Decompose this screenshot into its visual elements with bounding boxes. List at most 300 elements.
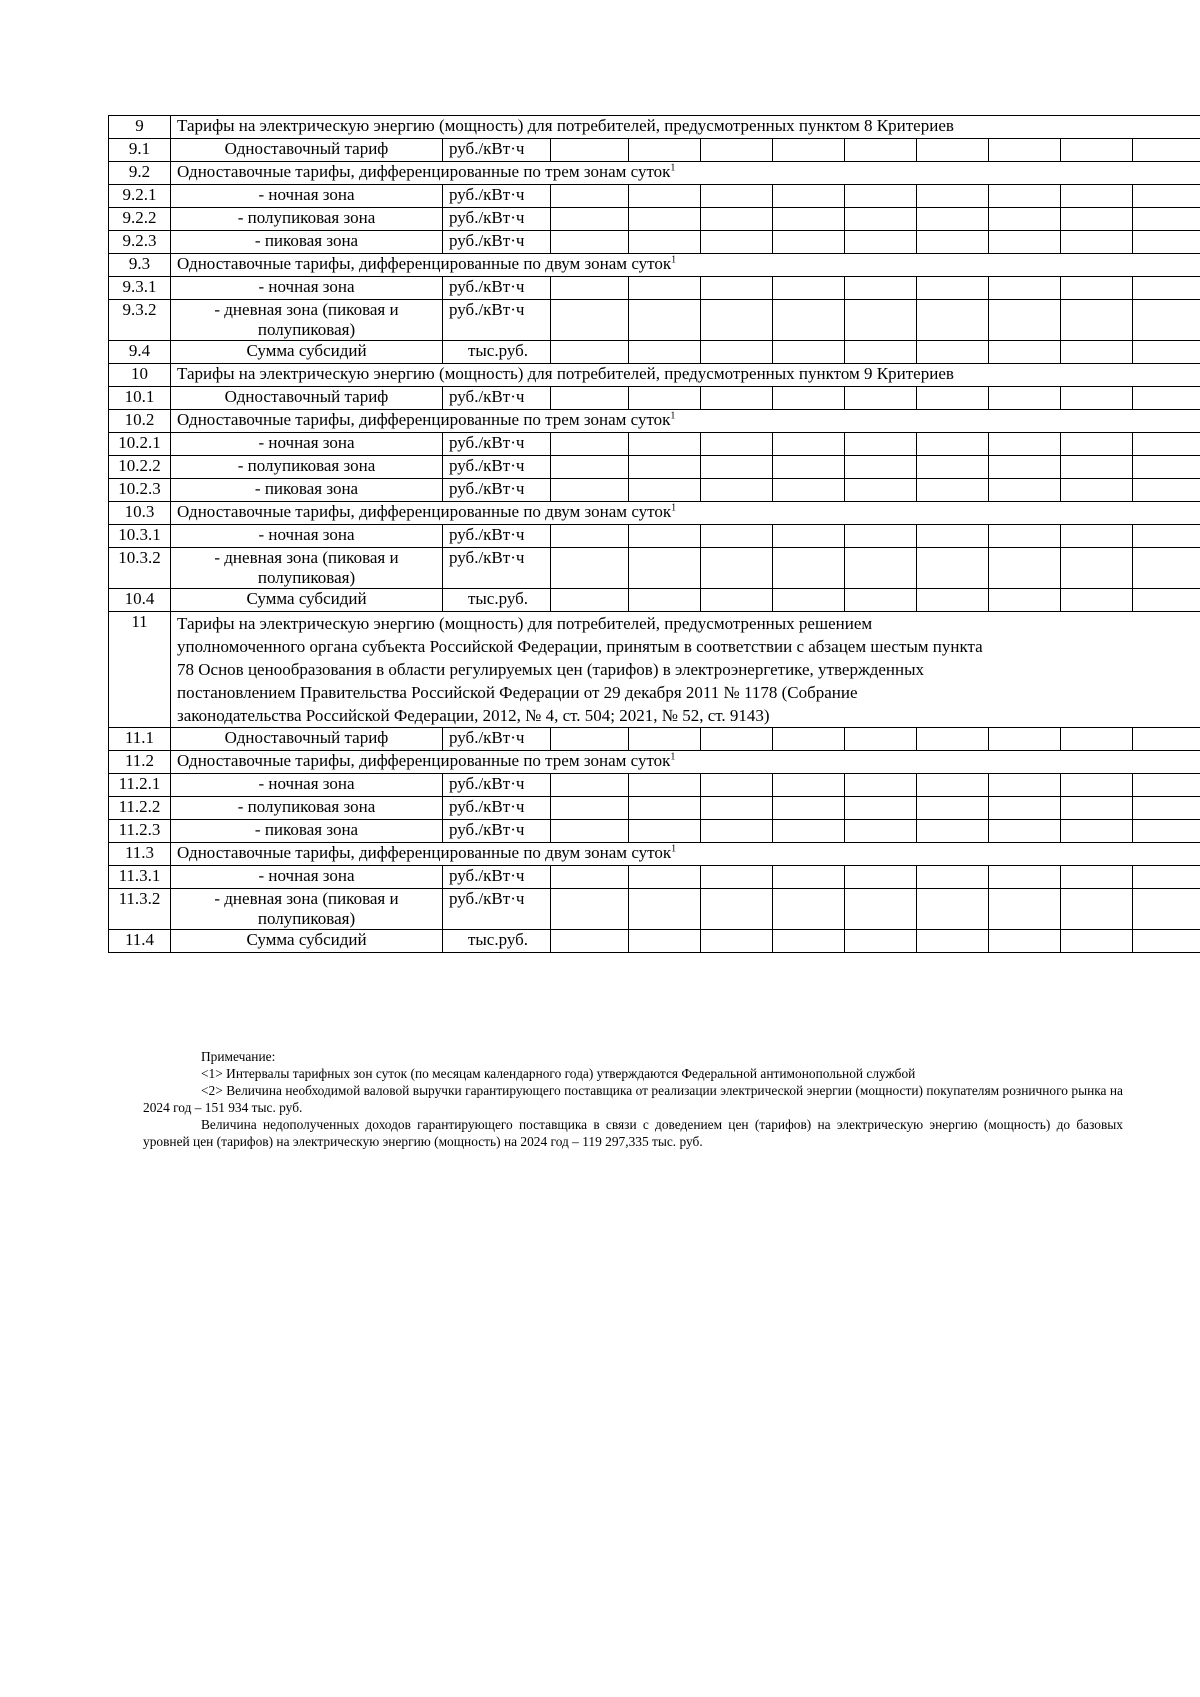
table-row	[109, 254, 1200, 277]
value-cell	[701, 525, 773, 548]
row-unit: руб./кВт·ч	[443, 797, 551, 820]
section-title: Одноставочные тарифы, дифференцированные по двум зонам суток	[177, 843, 672, 862]
row-label: Одноставочный тариф	[171, 387, 443, 410]
value-cell	[845, 387, 917, 410]
value-cell	[1133, 866, 1200, 889]
note-2: <2> Величина необходимой валовой выручки гарантирующего поставщика от реализации электрической энергии (мощности) покупателям розничного рынка на 2024 год – 151 934 тыс. руб.	[143, 1083, 1123, 1115]
section-title: Одноставочные тарифы, дифференцированные по трем зонам суток	[177, 410, 671, 429]
value-cell	[1061, 479, 1133, 502]
table-row	[109, 410, 1200, 433]
row-unit: тыс.руб.	[443, 341, 551, 364]
row-label: Одноставочный тариф	[171, 139, 443, 162]
value-cell	[1133, 820, 1200, 843]
section-title: Одноставочные тарифы, дифференцированные по двум зонам суток	[177, 254, 672, 273]
table-row	[109, 208, 1200, 231]
value-cell	[917, 456, 989, 479]
value-cell	[551, 231, 629, 254]
value-cell	[629, 387, 701, 410]
table-row	[109, 185, 1200, 208]
value-cell	[917, 820, 989, 843]
value-cell	[773, 774, 845, 797]
value-cell	[845, 774, 917, 797]
value-cell	[845, 208, 917, 231]
value-cell	[701, 277, 773, 300]
value-cell	[845, 728, 917, 751]
row-unit: руб./кВт·ч	[443, 774, 551, 797]
row-label: - полупиковая зона	[171, 797, 443, 820]
value-cell	[701, 139, 773, 162]
value-cell	[917, 479, 989, 502]
value-cell	[917, 774, 989, 797]
value-cell	[701, 341, 773, 364]
value-cell	[629, 300, 701, 341]
value-cell	[629, 820, 701, 843]
row-label: - полупиковая зона	[171, 208, 443, 231]
row-label: - пиковая зона	[171, 820, 443, 843]
value-cell	[629, 208, 701, 231]
value-cell	[701, 820, 773, 843]
row-unit: руб./кВт·ч	[443, 728, 551, 751]
value-cell	[1133, 231, 1200, 254]
row-number: 10	[109, 364, 171, 387]
value-cell	[989, 930, 1061, 953]
row-unit: тыс.руб.	[443, 589, 551, 612]
value-cell	[701, 433, 773, 456]
value-cell	[629, 797, 701, 820]
row-number: 9.2	[109, 162, 171, 185]
value-cell	[1061, 185, 1133, 208]
value-cell	[551, 208, 629, 231]
value-cell	[845, 889, 917, 930]
value-cell	[551, 930, 629, 953]
row-unit: руб./кВт·ч	[443, 866, 551, 889]
value-cell	[1061, 548, 1133, 589]
row-unit: руб./кВт·ч	[443, 208, 551, 231]
value-cell	[1061, 139, 1133, 162]
section-title-cell	[171, 254, 1200, 277]
value-cell	[773, 208, 845, 231]
value-cell	[629, 548, 701, 589]
table-row	[109, 751, 1200, 774]
table-row	[109, 843, 1200, 866]
table-row	[109, 774, 1200, 797]
row-number: 10.2.3	[109, 479, 171, 502]
value-cell	[701, 231, 773, 254]
table-row	[109, 548, 1200, 589]
value-cell	[1061, 797, 1133, 820]
footnote-ref: 1	[670, 162, 676, 174]
value-cell	[989, 208, 1061, 231]
row-number: 11.2.1	[109, 774, 171, 797]
value-cell	[917, 185, 989, 208]
row-number: 10.3	[109, 502, 171, 525]
value-cell	[917, 277, 989, 300]
table-row	[109, 820, 1200, 843]
row-number: 11.1	[109, 728, 171, 751]
row-unit: руб./кВт·ч	[443, 433, 551, 456]
value-cell	[845, 820, 917, 843]
note-1: <1> Интервалы тарифных зон суток (по месяцам календарного года) утверждаются Федеральной антимонопольной службой	[201, 1066, 916, 1081]
section-title: Тарифы на электрическую энергию (мощность) для потребителей, предусмотренных пунктом 9 Критериев	[177, 364, 954, 383]
value-cell	[917, 208, 989, 231]
value-cell	[989, 456, 1061, 479]
value-cell	[701, 930, 773, 953]
notes-section	[143, 1048, 1123, 1150]
value-cell	[845, 866, 917, 889]
value-cell	[701, 479, 773, 502]
section-title-line: постановлением Правительства Российской Федерации от 29 декабря 2011 № 1178 (Собрание	[177, 683, 858, 702]
row-label: Одноставочный тариф	[171, 728, 443, 751]
value-cell	[701, 797, 773, 820]
value-cell	[773, 300, 845, 341]
value-cell	[989, 525, 1061, 548]
table-row	[109, 387, 1200, 410]
table-row	[109, 589, 1200, 612]
value-cell	[629, 433, 701, 456]
value-cell	[1133, 277, 1200, 300]
value-cell	[629, 930, 701, 953]
value-cell	[1061, 930, 1133, 953]
value-cell	[773, 433, 845, 456]
row-unit: руб./кВт·ч	[443, 820, 551, 843]
row-number: 10.3.1	[109, 525, 171, 548]
value-cell	[917, 797, 989, 820]
section-title: Одноставочные тарифы, дифференцированные по трем зонам суток	[177, 751, 671, 770]
row-unit: руб./кВт·ч	[443, 387, 551, 410]
value-cell	[701, 774, 773, 797]
section-title-cell	[171, 502, 1200, 525]
value-cell	[989, 300, 1061, 341]
value-cell	[989, 185, 1061, 208]
table-row	[109, 797, 1200, 820]
value-cell	[701, 548, 773, 589]
value-cell	[629, 866, 701, 889]
value-cell	[917, 525, 989, 548]
row-number: 9.2.2	[109, 208, 171, 231]
value-cell	[917, 889, 989, 930]
value-cell	[1133, 479, 1200, 502]
value-cell	[629, 525, 701, 548]
value-cell	[1061, 774, 1133, 797]
section-title-line: законодательства Российской Федерации, 2012, № 4, ст. 504; 2021, № 52, ст. 9143)	[177, 706, 770, 725]
value-cell	[551, 889, 629, 930]
value-cell	[1061, 341, 1133, 364]
value-cell	[701, 208, 773, 231]
row-number: 9.2.3	[109, 231, 171, 254]
value-cell	[845, 930, 917, 953]
value-cell	[701, 589, 773, 612]
section-title-cell	[171, 410, 1200, 433]
value-cell	[845, 589, 917, 612]
row-number: 9.4	[109, 341, 171, 364]
value-cell	[917, 589, 989, 612]
row-number: 11.3	[109, 843, 171, 866]
row-unit: руб./кВт·ч	[443, 231, 551, 254]
notes-title: Примечание:	[201, 1049, 276, 1064]
value-cell	[845, 300, 917, 341]
table-row	[109, 116, 1200, 139]
value-cell	[551, 479, 629, 502]
value-cell	[989, 889, 1061, 930]
value-cell	[989, 797, 1061, 820]
section-title-cell	[171, 612, 1200, 728]
value-cell	[917, 433, 989, 456]
value-cell	[773, 341, 845, 364]
table-row	[109, 502, 1200, 525]
value-cell	[629, 277, 701, 300]
value-cell	[1133, 774, 1200, 797]
row-number: 9.2.1	[109, 185, 171, 208]
value-cell	[629, 479, 701, 502]
table-row	[109, 456, 1200, 479]
value-cell	[551, 525, 629, 548]
value-cell	[1133, 889, 1200, 930]
row-label: Сумма субсидий	[171, 930, 443, 953]
value-cell	[1061, 433, 1133, 456]
value-cell	[1061, 589, 1133, 612]
row-label: - дневная зона (пиковая и полупиковая)	[171, 300, 443, 341]
value-cell	[773, 277, 845, 300]
value-cell	[1061, 525, 1133, 548]
value-cell	[773, 930, 845, 953]
value-cell	[701, 889, 773, 930]
row-label: - пиковая зона	[171, 479, 443, 502]
table-body	[109, 116, 1200, 953]
value-cell	[629, 185, 701, 208]
table-row	[109, 728, 1200, 751]
row-unit: руб./кВт·ч	[443, 139, 551, 162]
value-cell	[989, 548, 1061, 589]
row-number: 11.2.2	[109, 797, 171, 820]
footnote-ref: 1	[670, 410, 676, 422]
section-title-line: уполномоченного органа субъекта Российской Федерации, принятым в соответствии с абзацем шестым пункта	[177, 637, 983, 656]
value-cell	[773, 185, 845, 208]
value-cell	[989, 728, 1061, 751]
value-cell	[773, 231, 845, 254]
value-cell	[845, 185, 917, 208]
value-cell	[917, 139, 989, 162]
section-title-cell	[171, 162, 1200, 185]
table-row	[109, 277, 1200, 300]
value-cell	[773, 820, 845, 843]
value-cell	[629, 728, 701, 751]
section-title-line: Тарифы на электрическую энергию (мощность) для потребителей, предусмотренных решением	[177, 614, 873, 633]
value-cell	[773, 479, 845, 502]
value-cell	[1133, 456, 1200, 479]
value-cell	[1061, 231, 1133, 254]
value-cell	[845, 139, 917, 162]
value-cell	[989, 341, 1061, 364]
footnote-ref: 1	[671, 843, 677, 855]
value-cell	[773, 139, 845, 162]
row-number: 11.2	[109, 751, 171, 774]
value-cell	[551, 548, 629, 589]
row-number: 10.4	[109, 589, 171, 612]
value-cell	[1133, 208, 1200, 231]
value-cell	[551, 139, 629, 162]
value-cell	[845, 277, 917, 300]
value-cell	[1133, 728, 1200, 751]
value-cell	[1133, 341, 1200, 364]
table-row	[109, 889, 1200, 930]
value-cell	[989, 277, 1061, 300]
row-number: 9.1	[109, 139, 171, 162]
value-cell	[1133, 433, 1200, 456]
row-number: 10.2	[109, 410, 171, 433]
value-cell	[1133, 930, 1200, 953]
value-cell	[1133, 548, 1200, 589]
value-cell	[629, 889, 701, 930]
value-cell	[1133, 387, 1200, 410]
value-cell	[989, 387, 1061, 410]
value-cell	[989, 231, 1061, 254]
table-row	[109, 364, 1200, 387]
value-cell	[845, 479, 917, 502]
footnote-ref: 1	[671, 502, 677, 514]
value-cell	[917, 930, 989, 953]
value-cell	[551, 341, 629, 364]
value-cell	[551, 797, 629, 820]
table-row	[109, 479, 1200, 502]
value-cell	[773, 525, 845, 548]
value-cell	[551, 433, 629, 456]
table-row	[109, 612, 1200, 728]
row-unit: руб./кВт·ч	[443, 185, 551, 208]
value-cell	[1133, 300, 1200, 341]
value-cell	[551, 456, 629, 479]
section-title-cell	[171, 116, 1200, 139]
value-cell	[917, 728, 989, 751]
value-cell	[989, 589, 1061, 612]
value-cell	[845, 797, 917, 820]
row-label: - ночная зона	[171, 866, 443, 889]
row-label: - ночная зона	[171, 185, 443, 208]
value-cell	[845, 525, 917, 548]
row-unit: руб./кВт·ч	[443, 548, 551, 589]
row-label: - ночная зона	[171, 774, 443, 797]
row-number: 11.3.1	[109, 866, 171, 889]
section-title-cell	[171, 843, 1200, 866]
table-row	[109, 930, 1200, 953]
value-cell	[1061, 456, 1133, 479]
value-cell	[845, 548, 917, 589]
value-cell	[551, 728, 629, 751]
value-cell	[917, 341, 989, 364]
value-cell	[701, 728, 773, 751]
table-row	[109, 433, 1200, 456]
value-cell	[917, 548, 989, 589]
footnote-ref: 1	[670, 751, 676, 763]
value-cell	[989, 866, 1061, 889]
row-number: 10.3.2	[109, 548, 171, 589]
table-row	[109, 231, 1200, 254]
table-row	[109, 866, 1200, 889]
value-cell	[629, 589, 701, 612]
value-cell	[701, 866, 773, 889]
table-row	[109, 300, 1200, 341]
row-unit: тыс.руб.	[443, 930, 551, 953]
value-cell	[551, 185, 629, 208]
section-title: Тарифы на электрическую энергию (мощность) для потребителей, предусмотренных пунктом 8 Критериев	[177, 116, 954, 135]
note-3: Величина недополученных доходов гарантирующего поставщика в связи с доведением цен (тарифов) на электрическую энергию (мощность) до базовых уровней цен (тарифов) на электрическую энергию (мощность) на 2024 год – 119 297,335 тыс. руб.	[143, 1117, 1123, 1149]
value-cell	[551, 589, 629, 612]
value-cell	[629, 231, 701, 254]
value-cell	[989, 139, 1061, 162]
value-cell	[551, 820, 629, 843]
value-cell	[1133, 589, 1200, 612]
row-label: - ночная зона	[171, 433, 443, 456]
row-unit: руб./кВт·ч	[443, 889, 551, 930]
value-cell	[701, 300, 773, 341]
row-number: 9.3.2	[109, 300, 171, 341]
value-cell	[845, 231, 917, 254]
value-cell	[551, 866, 629, 889]
value-cell	[1061, 889, 1133, 930]
value-cell	[845, 456, 917, 479]
section-title: Одноставочные тарифы, дифференцированные по трем зонам суток	[177, 162, 671, 181]
row-label: - ночная зона	[171, 525, 443, 548]
row-unit: руб./кВт·ч	[443, 479, 551, 502]
value-cell	[773, 387, 845, 410]
value-cell	[1133, 525, 1200, 548]
value-cell	[845, 341, 917, 364]
table-row	[109, 341, 1200, 364]
value-cell	[917, 387, 989, 410]
value-cell	[1133, 797, 1200, 820]
value-cell	[917, 866, 989, 889]
value-cell	[773, 797, 845, 820]
row-unit: руб./кВт·ч	[443, 456, 551, 479]
value-cell	[773, 589, 845, 612]
value-cell	[989, 479, 1061, 502]
row-label: Сумма субсидий	[171, 341, 443, 364]
section-title: Одноставочные тарифы, дифференцированные по двум зонам суток	[177, 502, 672, 521]
section-title-line: 78 Основ ценообразования в области регулируемых цен (тарифов) в электроэнергетике, утвержденных	[177, 660, 925, 679]
row-number: 11.2.3	[109, 820, 171, 843]
value-cell	[989, 433, 1061, 456]
table-row	[109, 525, 1200, 548]
value-cell	[551, 774, 629, 797]
value-cell	[701, 387, 773, 410]
table-row	[109, 162, 1200, 185]
row-label: - ночная зона	[171, 277, 443, 300]
value-cell	[773, 866, 845, 889]
value-cell	[917, 300, 989, 341]
row-unit: руб./кВт·ч	[443, 300, 551, 341]
value-cell	[917, 231, 989, 254]
value-cell	[773, 548, 845, 589]
section-title-cell	[171, 751, 1200, 774]
value-cell	[773, 456, 845, 479]
row-unit: руб./кВт·ч	[443, 525, 551, 548]
value-cell	[629, 139, 701, 162]
row-label: - полупиковая зона	[171, 456, 443, 479]
row-number: 10.2.2	[109, 456, 171, 479]
value-cell	[773, 889, 845, 930]
value-cell	[629, 456, 701, 479]
value-cell	[989, 774, 1061, 797]
value-cell	[1061, 208, 1133, 231]
row-number: 10.1	[109, 387, 171, 410]
value-cell	[1061, 300, 1133, 341]
value-cell	[1061, 820, 1133, 843]
row-number: 10.2.1	[109, 433, 171, 456]
row-unit: руб./кВт·ч	[443, 277, 551, 300]
value-cell	[773, 728, 845, 751]
row-label: Сумма субсидий	[171, 589, 443, 612]
value-cell	[845, 433, 917, 456]
row-number: 9	[109, 116, 171, 139]
